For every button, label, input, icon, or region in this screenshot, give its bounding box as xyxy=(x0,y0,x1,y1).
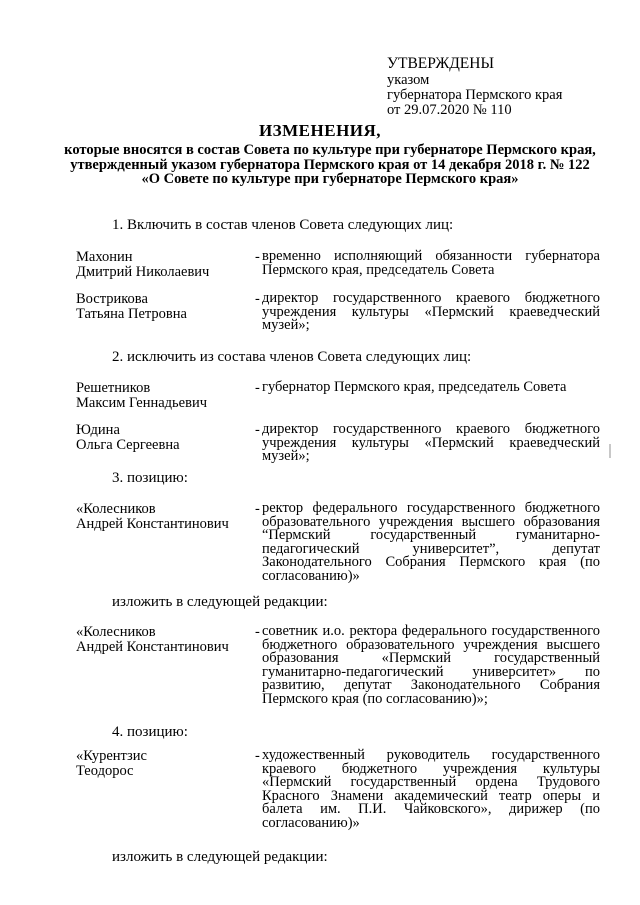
section-3-heading: 3. позицию: xyxy=(112,470,188,486)
approval-block xyxy=(387,55,562,118)
approval-line-date: от 29.07.2020 № 110 xyxy=(387,102,512,118)
entry-description: директор государственного краевого бюджетного учреждения культуры «Пермский краеведческий музей»; xyxy=(262,421,600,464)
entry-name xyxy=(76,625,256,655)
entry-dash: - xyxy=(255,624,260,640)
entry-surname: Вострикова xyxy=(76,291,148,307)
entry-surname: Решетников xyxy=(76,380,151,396)
entry-given-name: Дмитрий Николаевич xyxy=(76,264,210,280)
entry-name xyxy=(76,292,256,322)
entry-surname: «Курентзис xyxy=(76,748,147,764)
approval-line-decree: указом xyxy=(387,72,430,88)
entry-dash: - xyxy=(255,422,260,438)
entry-description: художественный руководитель государственного краевого бюджетного учреждения культуры «Пермский государственный ордена Трудового Красного Знамени академический театр оперы и балета им. П.И. Чайковского», дирижер (по согласованию)» xyxy=(262,747,600,831)
entry-given-name: Андрей Константинович xyxy=(76,639,229,655)
entry-given-name: Татьяна Петровна xyxy=(76,306,187,322)
section-4-replace-label: изложить в следующей редакции: xyxy=(112,849,328,865)
entry-given-name: Ольга Сергеевна xyxy=(76,437,180,453)
approval-line-governor: губернатора Пермского края xyxy=(387,87,563,103)
scan-artifact xyxy=(609,444,611,458)
entry-dash: - xyxy=(255,380,260,396)
entry-dash: - xyxy=(255,501,260,517)
document-title: ИЗМЕНЕНИЯ, xyxy=(258,121,382,140)
entry-name xyxy=(76,250,256,280)
section-1-heading: 1. Включить в состав членов Совета следующих лиц: xyxy=(112,217,454,233)
entry-surname: «Колесников xyxy=(76,624,156,640)
entry-given-name: Андрей Константинович xyxy=(76,516,229,532)
entry-name xyxy=(76,502,256,532)
entry-dash: - xyxy=(255,249,260,265)
entry-given-name: Максим Геннадьевич xyxy=(76,395,208,411)
entry-description: советник и.о. ректора федерального государственного бюджетного образовательного учреждения высшего образования «Пермский государственный гуманитарно-педагогический университет» по развитию, депутат Законодательного Собрания Пермского края (по согласованию)»; xyxy=(262,623,600,707)
document-subtitle: которые вносятся в состав Совета по культуре при губернаторе Пермского края, утвержденный указом губернатора Пермского края от 14 декабря 2018 г. № 122 «О Совете по культуре при губернаторе Пермского края» xyxy=(64,142,596,187)
entry-description: директор государственного краевого бюджетного учреждения культуры «Пермский краеведческий музей»; xyxy=(262,290,600,333)
entry-given-name: Теодорос xyxy=(76,763,134,779)
section-2-heading: 2. исключить из состава членов Совета следующих лиц: xyxy=(112,349,472,365)
entry-dash: - xyxy=(255,748,260,764)
entry-description: губернатор Пермского края, председатель Совета xyxy=(262,379,567,395)
entry-surname: Махонин xyxy=(76,249,133,265)
entry-dash: - xyxy=(255,291,260,307)
entry-name xyxy=(76,423,256,453)
entry-name xyxy=(76,749,256,779)
entry-surname: Юдина xyxy=(76,422,120,438)
entry-description: временно исполняющий обязанности губернатора Пермского края, председатель Совета xyxy=(262,248,600,278)
entry-surname: «Колесников xyxy=(76,501,156,517)
approval-title: УТВЕРЖДЕНЫ xyxy=(387,55,494,72)
entry-name xyxy=(76,381,256,411)
entry-description: ректор федерального государственного бюджетного образовательного учреждения высшего образования “Пермский государственный гуманитарно-педагогический университет”, депутат Законодательного Собрания Пермского края (по согласованию)» xyxy=(262,500,600,584)
section-4-heading: 4. позицию: xyxy=(112,724,188,740)
section-3-replace-label: изложить в следующей редакции: xyxy=(112,594,328,610)
